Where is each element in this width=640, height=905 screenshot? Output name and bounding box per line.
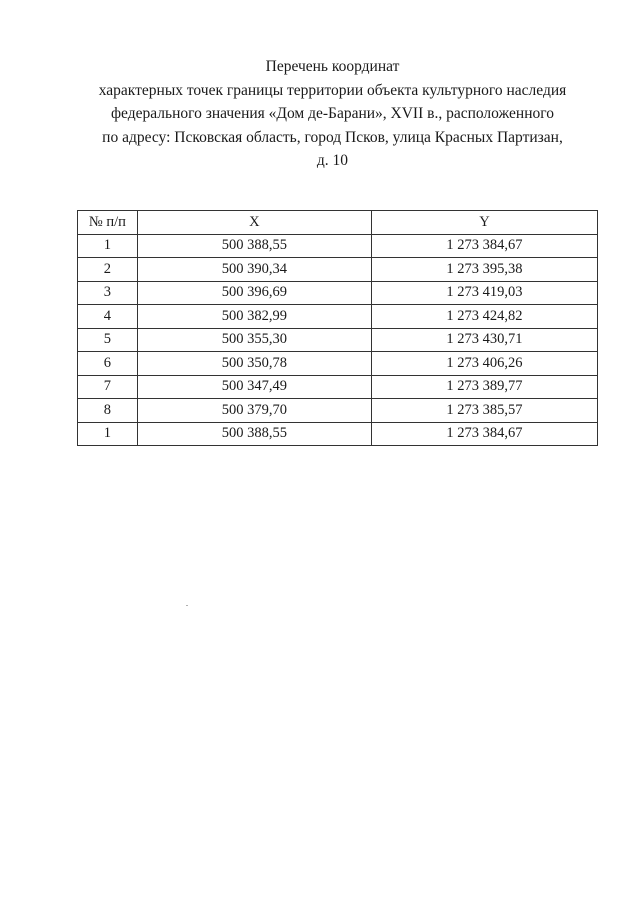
x-coordinate-cell: 500 390,34 [137,258,371,282]
title-line: Перечень координат [265,58,400,75]
point-number-cell: 3 [78,281,138,305]
table-row [78,422,598,446]
table-header-row [78,211,598,235]
table-row [78,305,598,329]
point-number-cell: 4 [78,305,138,329]
point-number-cell: 7 [78,375,138,399]
x-coordinate-cell: 500 396,69 [137,281,371,305]
point-number-cell: 1 [78,234,138,258]
y-coordinate-cell: 1 273 424,82 [371,305,597,329]
column-header-y: Y [371,211,597,235]
title-line: характерных точек границы территории объекта культурного наследия [98,81,567,99]
x-coordinate-cell: 500 379,70 [137,399,371,423]
y-coordinate-cell: 1 273 406,26 [371,352,597,376]
x-coordinate-cell: 500 347,49 [137,375,371,399]
table-row [78,328,598,352]
y-coordinate-cell: 1 273 384,67 [371,422,597,446]
column-header-x: X [137,211,371,235]
x-coordinate-cell: 500 382,99 [137,305,371,329]
table-row [78,234,598,258]
y-coordinate-cell: 1 273 419,03 [371,281,597,305]
document-title [60,55,605,173]
table-row [78,258,598,282]
table-row [78,399,598,423]
point-number-cell: 5 [78,328,138,352]
scan-speck [186,605,188,606]
y-coordinate-cell: 1 273 385,57 [371,399,597,423]
point-number-cell: 2 [78,258,138,282]
point-number-cell: 8 [78,399,138,423]
title-line: д. 10 [316,152,349,169]
table-row [78,352,598,376]
point-number-cell: 1 [78,422,138,446]
point-number-cell: 6 [78,352,138,376]
coordinates-table [77,210,598,446]
x-coordinate-cell: 500 355,30 [137,328,371,352]
x-coordinate-cell: 500 350,78 [137,352,371,376]
x-coordinate-cell: 500 388,55 [137,422,371,446]
title-line: федерального значения «Дом де-Барани», XVII в., расположенного [111,105,554,122]
table-row [78,281,598,305]
column-header-number: № п/п [78,211,138,235]
x-coordinate-cell: 500 388,55 [137,234,371,258]
y-coordinate-cell: 1 273 395,38 [371,258,597,282]
title-line: по адресу: Псковская область, город Псков, улица Красных Партизан, [102,128,563,146]
y-coordinate-cell: 1 273 430,71 [371,328,597,352]
y-coordinate-cell: 1 273 389,77 [371,375,597,399]
table-row [78,375,598,399]
y-coordinate-cell: 1 273 384,67 [371,234,597,258]
